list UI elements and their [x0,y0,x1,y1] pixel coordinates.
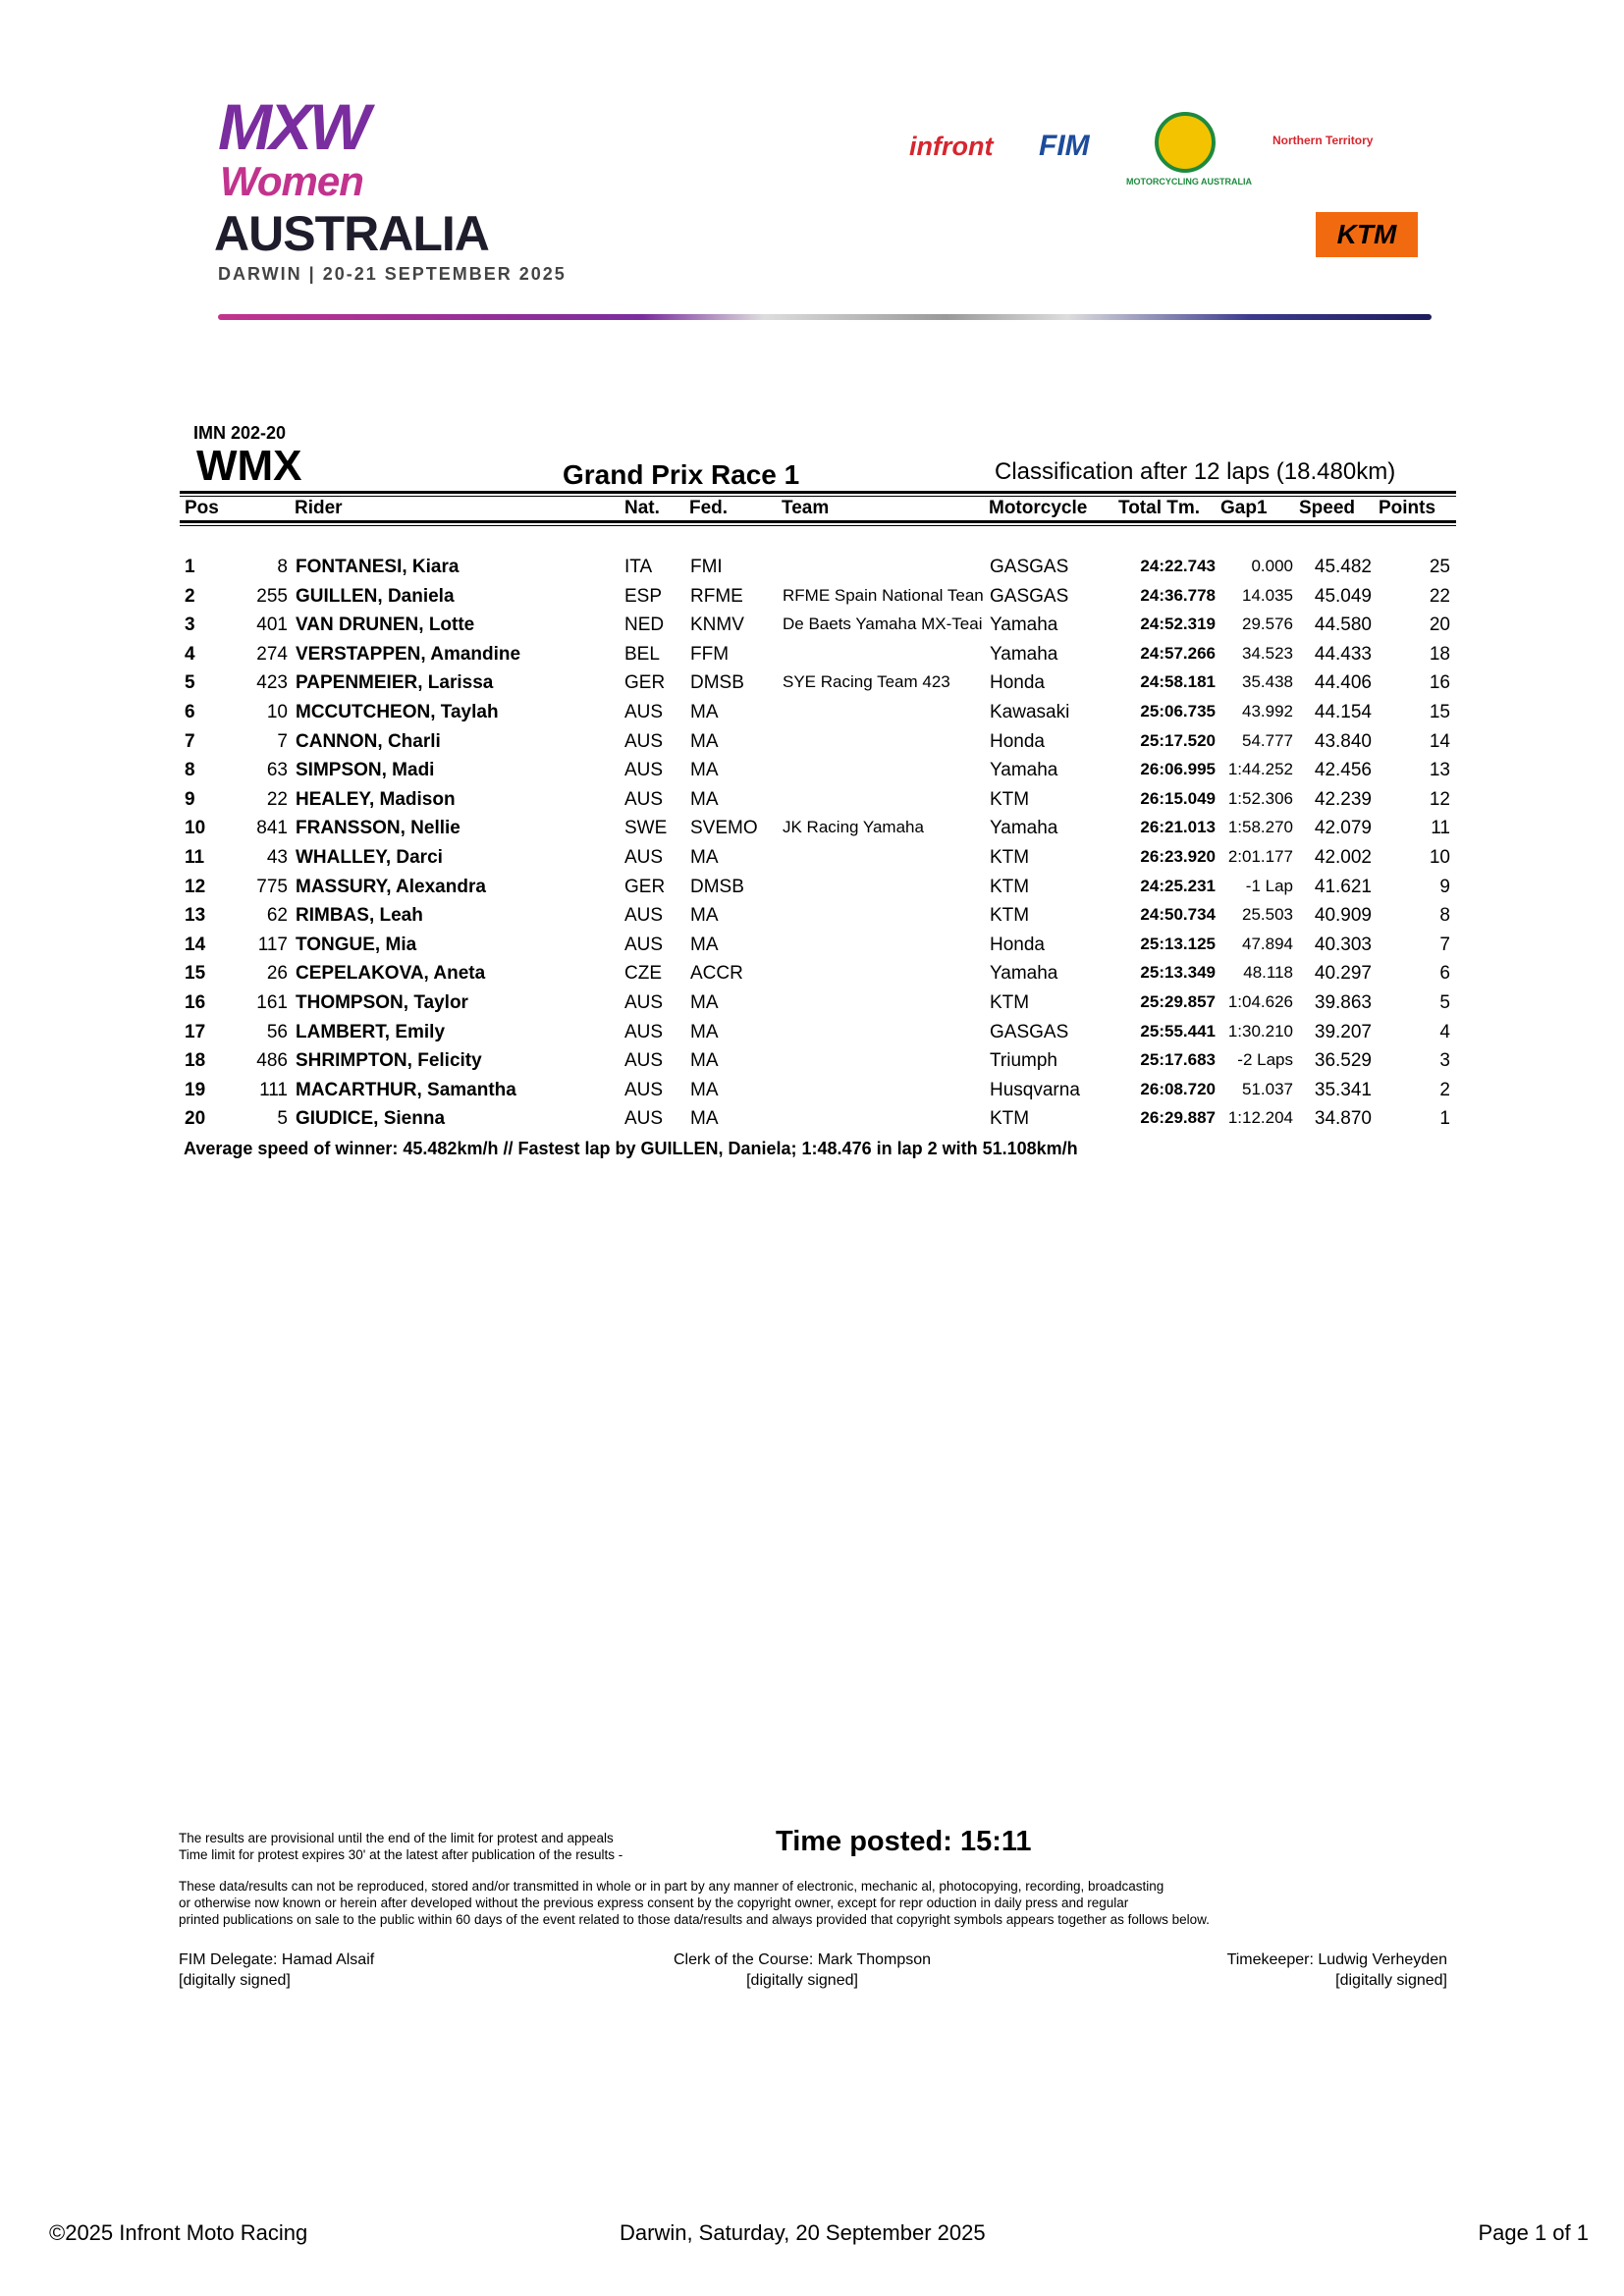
gap: 43.992 [1242,702,1293,721]
speed: 35.341 [1314,1079,1372,1100]
speed: 34.870 [1314,1108,1372,1130]
gap: 51.037 [1242,1079,1293,1098]
motorcycle: Kawasaki [990,702,1070,722]
motorcycle: Honda [990,730,1045,752]
copyright-line: printed publications on sale to the public within 60 days of the event related to those data/results and always provided that copyright symbols appears together as follows below. [179,1912,1210,1927]
gap: 0.000 [1251,557,1293,575]
gap: 29.576 [1242,614,1293,634]
motorcycle: Honda [990,934,1045,955]
motorcycle: KTM [990,876,1030,897]
speed: 43.840 [1314,730,1372,752]
class-title: WMX [196,442,302,490]
points: 20 [1429,614,1450,636]
motorcycle: GASGAS [990,585,1069,607]
fim-delegate [179,1949,374,1991]
total-time: 26:29.887 [1140,1108,1216,1128]
rider-number: 255 [256,585,288,607]
row-pos: 18 [185,1050,206,1072]
timekeeper [1227,1949,1447,1991]
table-row [0,877,1624,906]
rider-name: VERSTAPPEN, Amandine [296,643,521,665]
time-posted: Time posted: 15:11 [776,1826,1032,1857]
gap: 25.503 [1242,905,1293,925]
provisional-line: Time limit for protest expires 30' at the latest after publication of the results - [179,1847,623,1862]
footer-company: ©2025 Infront Moto Racing [49,2220,308,2245]
rider-nationality: SWE [624,818,668,839]
table-row [0,1080,1624,1109]
rider-number: 5 [277,1108,288,1130]
rider-number: 841 [256,818,288,839]
total-time: 26:23.920 [1140,847,1216,866]
row-pos: 8 [185,760,195,781]
col-nat: Nat. [624,498,660,518]
table-row [0,992,1624,1022]
rider-nationality: NED [624,614,665,636]
rider-name: GUILLEN, Daniela [296,585,455,607]
rider-number: 111 [259,1079,288,1100]
rider-federation: MA [690,788,719,810]
copyright-line: These data/results can not be reproduced, stored and/or transmitted in whole or in part by any manner of electronic, mechanic al, photocopying, recording, broadcasting [179,1879,1164,1894]
speed: 42.239 [1314,788,1372,810]
copyright-notice [179,1878,1210,1928]
gap: 2:01.177 [1227,847,1293,866]
rider-number: 7 [277,730,288,752]
gap: 54.777 [1242,730,1293,750]
points: 6 [1439,963,1450,985]
total-time: 25:17.520 [1140,730,1216,750]
speed: 45.482 [1314,557,1372,577]
rider-federation: KNMV [690,614,744,636]
rider-number: 161 [256,992,288,1013]
total-time: 24:52.319 [1140,614,1216,634]
table-row [0,644,1624,673]
points: 3 [1439,1050,1450,1072]
motorcycle: GASGAS [990,557,1069,577]
clerk-name: Clerk of the Course: Mark Thompson [674,1951,932,1968]
sponsor-nt-logo: Northern Territory [1272,133,1374,147]
rider-number: 423 [256,672,288,694]
row-pos: 2 [185,585,195,607]
rider-number: 22 [266,788,288,810]
copyright-line: or otherwise now known or herein after developed without the previous express consent by the copyright owner, except for repr oduction in daily press and regular [179,1896,1129,1910]
total-time: 24:57.266 [1140,643,1216,663]
row-pos: 13 [185,905,206,927]
rider-nationality: GER [624,672,666,694]
sponsor-infront-logo: infront [909,132,994,161]
total-time: 25:55.441 [1140,1021,1216,1041]
gap: 1:44.252 [1227,760,1293,779]
gap: 35.438 [1242,672,1293,692]
rider-name: HEALEY, Madison [296,788,456,810]
total-time: 26:21.013 [1140,818,1216,837]
speed: 44.406 [1314,672,1372,694]
motorcycle: Yamaha [990,614,1058,636]
provisional-note [179,1830,623,1863]
gap: -2 Laps [1237,1050,1293,1070]
rider-nationality: AUS [624,1079,664,1100]
points: 16 [1429,672,1450,694]
divider [180,491,1456,494]
table-row [0,818,1624,847]
table-row [0,614,1624,644]
rider-number: 63 [266,760,288,781]
rider-name: FONTANESI, Kiara [296,557,460,577]
rider-federation: ACCR [690,963,743,985]
row-pos: 7 [185,730,195,752]
rider-name: RIMBAS, Leah [296,905,423,927]
rider-nationality: AUS [624,934,664,955]
rider-federation: MA [690,702,719,722]
rider-team: De Baets Yamaha MX-Teai [783,614,983,634]
speed: 45.049 [1314,585,1372,607]
speed: 44.433 [1314,643,1372,665]
rider-name: TONGUE, Mia [296,934,417,955]
rider-name: MASSURY, Alexandra [296,876,486,897]
points: 9 [1439,876,1450,897]
rider-federation: SVEMO [690,818,758,839]
motorcycle: Yamaha [990,818,1058,839]
motorcycle: KTM [990,905,1030,927]
rider-nationality: BEL [624,643,660,665]
rider-number: 43 [266,847,288,868]
total-time: 24:36.778 [1140,585,1216,605]
rider-federation: MA [690,1050,719,1072]
speed: 41.621 [1314,876,1372,897]
rider-nationality: CZE [624,963,662,985]
gap: 47.894 [1242,934,1293,953]
row-pos: 1 [185,557,195,577]
points: 10 [1429,847,1450,868]
motorcycle: Honda [990,672,1045,694]
rider-name: WHALLEY, Darci [296,847,443,868]
logo-country: AUSTRALIA [214,206,489,261]
logo-mxw: MXW [218,90,368,163]
points: 8 [1439,905,1450,927]
rider-name: GIUDICE, Sienna [296,1108,446,1130]
speed: 36.529 [1314,1050,1372,1072]
total-time: 26:08.720 [1140,1079,1216,1098]
rider-nationality: AUS [624,1108,664,1130]
sponsor-ktm-logo: KTM [1316,212,1418,257]
rider-name: CANNON, Charli [296,730,441,752]
signature-note: [digitally signed] [179,1972,291,1989]
total-time: 26:06.995 [1140,760,1216,779]
rider-number: 8 [277,557,288,577]
rider-team: RFME Spain National Tean [783,585,984,605]
col-motorcycle: Motorcycle [989,498,1088,518]
rider-nationality: AUS [624,1050,664,1072]
rider-number: 56 [266,1021,288,1042]
rider-number: 486 [256,1050,288,1072]
rider-nationality: GER [624,876,666,897]
speed: 44.154 [1314,702,1372,722]
classification-info: Classification after 12 laps (18.480km) [995,458,1396,485]
row-pos: 14 [185,934,206,955]
footer-location-date: Darwin, Saturday, 20 September 2025 [620,2220,986,2245]
total-time: 25:29.857 [1140,992,1216,1011]
sponsor-fim-logo: FIM [1039,130,1090,162]
sponsor-ma-logo [1155,112,1216,173]
speed: 42.079 [1314,818,1372,839]
decorative-stripe [218,314,1432,320]
total-time: 24:22.743 [1140,557,1216,575]
rider-team: JK Racing Yamaha [783,818,924,837]
rider-number: 117 [257,934,288,955]
rider-federation: MA [690,1108,719,1130]
points: 11 [1431,818,1450,839]
motorcycle: Yamaha [990,643,1058,665]
motorcycle: KTM [990,847,1030,868]
rider-name: THOMPSON, Taylor [296,992,468,1013]
rider-federation: MA [690,1021,719,1042]
rider-federation: MA [690,992,719,1013]
row-pos: 16 [185,992,206,1013]
points: 13 [1429,760,1450,781]
rider-federation: RFME [690,585,743,607]
rider-federation: MA [690,760,719,781]
col-total-time: Total Tm. [1118,498,1201,518]
motorcycle: Yamaha [990,963,1058,985]
row-pos: 3 [185,614,195,636]
table-row [0,702,1624,731]
document-code: IMN 202-20 [193,423,287,443]
row-pos: 10 [185,818,206,839]
rider-team: SYE Racing Team 423 [783,672,950,692]
clerk-of-course [674,1949,931,1991]
speed: 40.297 [1314,963,1372,985]
points: 12 [1429,788,1450,810]
footer-page: Page 1 of 1 [1478,2220,1589,2245]
rider-name: LAMBERT, Emily [296,1021,446,1042]
logo-venue-date: DARWIN | 20-21 SEPTEMBER 2025 [218,264,567,284]
rider-number: 26 [266,963,288,985]
table-row [0,760,1624,789]
rider-federation: MA [690,730,719,752]
total-time: 25:17.683 [1140,1050,1216,1070]
total-time: 24:50.734 [1140,905,1216,925]
signature-note: [digitally signed] [1335,1972,1447,1989]
col-points: Points [1379,498,1436,518]
row-pos: 12 [185,876,206,897]
table-row [0,1050,1624,1080]
rider-federation: MA [690,1079,719,1100]
gap: 48.118 [1243,963,1293,983]
table-row [0,1022,1624,1051]
divider [180,496,1456,497]
total-time: 25:13.125 [1140,934,1216,953]
table-row [0,905,1624,934]
rider-nationality: AUS [624,992,664,1013]
table-row [0,672,1624,702]
rider-nationality: AUS [624,847,664,868]
event-logo [218,90,368,163]
rider-federation: MA [690,934,719,955]
points: 5 [1439,992,1450,1013]
row-pos: 11 [185,847,205,868]
row-pos: 19 [185,1079,206,1100]
total-time: 26:15.049 [1140,788,1216,808]
motorcycle: KTM [990,788,1030,810]
signature-note: [digitally signed] [746,1972,858,1989]
motorcycle: KTM [990,1108,1030,1130]
rider-nationality: AUS [624,788,664,810]
points: 7 [1439,934,1450,955]
col-gap: Gap1 [1220,498,1268,518]
rider-name: MCCUTCHEON, Taylah [296,702,499,722]
speed: 42.002 [1314,847,1372,868]
table-row [0,557,1624,586]
total-time: 25:13.349 [1140,963,1216,983]
motorcycle: GASGAS [990,1021,1069,1042]
col-team: Team [782,498,830,518]
rider-nationality: ESP [624,585,663,607]
rider-nationality: AUS [624,730,664,752]
sponsor-ma-label: MOTORCYCLING AUSTRALIA [1126,177,1252,187]
row-pos: 17 [185,1021,206,1042]
gap: -1 Lap [1245,876,1293,895]
rider-name: FRANSSON, Nellie [296,818,460,839]
table-row [0,586,1624,615]
col-pos: Pos [185,498,219,518]
rider-federation: DMSB [690,876,744,897]
rider-federation: FFM [690,643,730,665]
points: 2 [1439,1079,1450,1100]
divider [180,520,1456,523]
rider-federation: FMI [690,557,723,577]
rider-nationality: AUS [624,760,664,781]
points: 22 [1429,585,1450,607]
rider-name: CEPELAKOVA, Aneta [296,963,486,985]
rider-name: SIMPSON, Madi [296,760,435,781]
gap: 14.035 [1242,585,1293,605]
table-row [0,1108,1624,1138]
motorcycle: Triumph [990,1050,1057,1072]
rider-number: 10 [266,702,288,722]
col-speed: Speed [1299,498,1356,518]
row-pos: 4 [185,643,195,665]
race-title: Grand Prix Race 1 [563,459,800,490]
rider-number: 274 [256,643,288,665]
rider-nationality: ITA [624,557,653,577]
rider-nationality: AUS [624,905,664,927]
motorcycle: KTM [990,992,1030,1013]
rider-nationality: AUS [624,702,664,722]
gap: 1:52.306 [1227,788,1293,808]
provisional-line: The results are provisional until the end of the limit for protest and appeals [179,1831,614,1845]
race-summary: Average speed of winner: 45.482km/h // Fastest lap by GUILLEN, Daniela; 1:48.476 in lap 2 with 51.108km/h [184,1139,1078,1158]
rider-name: PAPENMEIER, Larissa [296,672,494,694]
rider-federation: MA [690,905,719,927]
motorcycle: Yamaha [990,760,1058,781]
speed: 42.456 [1314,760,1372,781]
points: 4 [1439,1021,1450,1042]
total-time: 24:25.231 [1140,876,1216,895]
speed: 39.207 [1314,1021,1372,1042]
rider-federation: MA [690,847,719,868]
divider [180,525,1456,526]
speed: 39.863 [1314,992,1372,1013]
rider-name: MACARTHUR, Samantha [296,1079,516,1100]
motorcycle: Husqvarna [990,1079,1080,1100]
row-pos: 9 [185,788,195,810]
rider-nationality: AUS [624,1021,664,1042]
total-time: 25:06.735 [1140,702,1216,721]
row-pos: 5 [185,672,195,694]
rider-number: 62 [266,905,288,927]
table-row [0,847,1624,877]
points: 1 [1439,1108,1450,1130]
delegate-name: FIM Delegate: Hamad Alsaif [179,1951,375,1968]
col-rider: Rider [295,498,343,518]
points: 15 [1429,702,1450,722]
points: 14 [1429,730,1450,752]
table-row [0,963,1624,992]
rider-number: 775 [256,876,288,897]
gap: 34.523 [1242,643,1293,663]
table-row [0,934,1624,964]
total-time: 24:58.181 [1140,672,1216,692]
col-fed: Fed. [689,498,729,518]
speed: 44.580 [1314,614,1372,636]
logo-women: Women [220,158,363,204]
table-row [0,789,1624,819]
rider-name: SHRIMPTON, Felicity [296,1050,482,1072]
row-pos: 15 [185,963,206,985]
row-pos: 6 [185,702,195,722]
speed: 40.303 [1314,934,1372,955]
points: 25 [1429,557,1450,577]
table-row [0,731,1624,761]
rider-number: 401 [256,614,288,636]
row-pos: 20 [185,1108,206,1130]
points: 18 [1429,643,1450,665]
gap: 1:04.626 [1227,992,1293,1011]
gap: 1:30.210 [1227,1021,1293,1041]
gap: 1:58.270 [1227,818,1293,837]
timekeeper-name: Timekeeper: Ludwig Verheyden [1226,1951,1447,1968]
speed: 40.909 [1314,905,1372,927]
rider-federation: DMSB [690,672,744,694]
gap: 1:12.204 [1227,1108,1293,1128]
rider-name: VAN DRUNEN, Lotte [296,614,475,636]
